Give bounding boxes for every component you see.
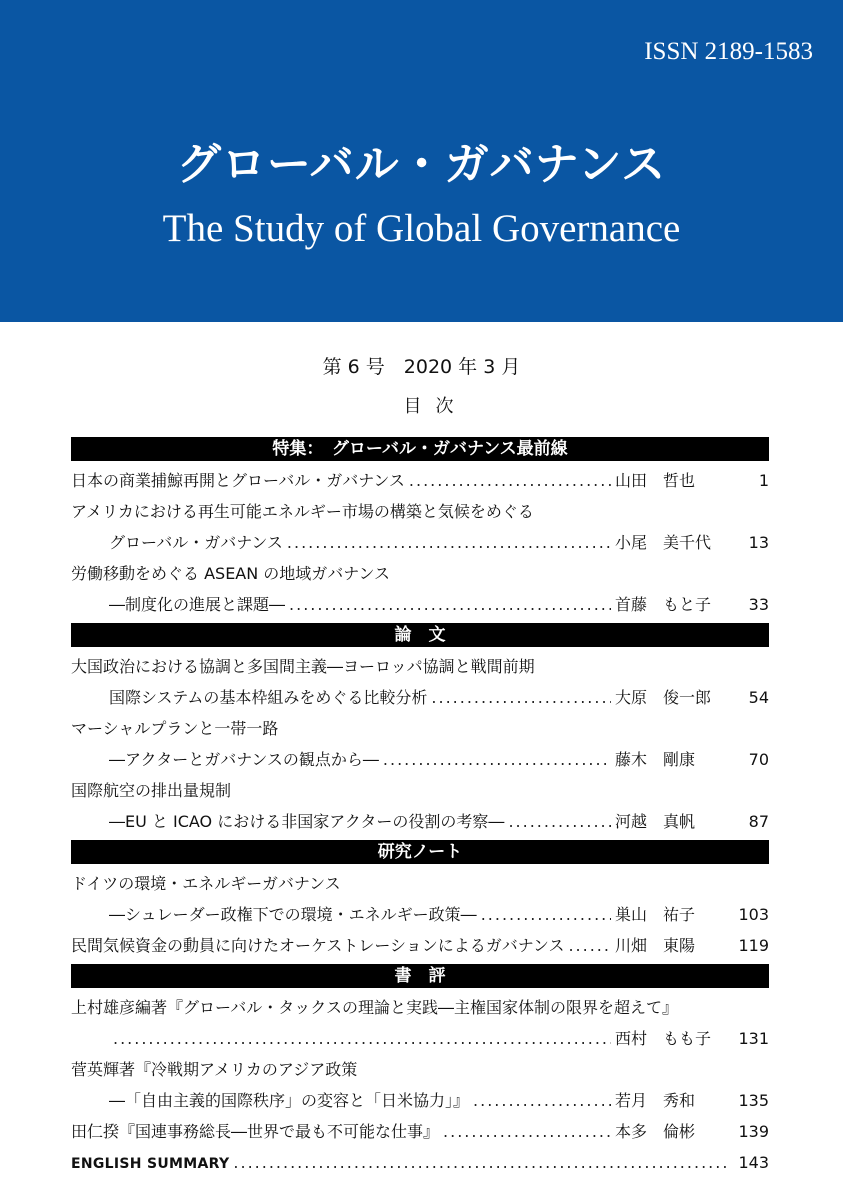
toc-entry-line1[interactable] (71, 713, 769, 744)
dot-leader (233, 1147, 729, 1178)
entry-page: 33 (748, 595, 769, 614)
dot-leader (431, 682, 611, 713)
toc-entry-line2[interactable] (71, 806, 769, 837)
toc-entry-line1[interactable] (71, 1054, 769, 1085)
entry-page: 1 (758, 471, 769, 490)
entry-page: 119 (738, 936, 769, 955)
entry-page: 135 (738, 1091, 769, 1110)
entry-title: 国際航空の排出量規制 (71, 781, 232, 800)
entry-title: アメリカにおける再生可能エネルギー市場の構築と気候をめぐる (71, 502, 534, 521)
dot-leader (409, 465, 611, 496)
entry-page: 103 (738, 905, 769, 924)
section-notes: 研究ノート (71, 840, 769, 864)
table-of-contents (71, 434, 769, 1178)
entry-title: ドイツの環境・エネルギーガバナンス (71, 874, 341, 893)
entry-title-cont: ―シュレーダー政権下での環境・エネルギー政策― (109, 905, 477, 924)
entry-page: 139 (738, 1122, 769, 1141)
entry-title: 菅英輝著『冷戦期アメリカのアジア政策 (71, 1060, 358, 1079)
entry-title: 上村雄彦編著『グローバル・タックスの理論と実践―主権国家体制の限界を超えて』 (71, 998, 679, 1017)
entry-title: 大国政治における協調と多国間主義―ヨーロッパ協調と戦間前期 (71, 657, 535, 676)
issue-info: 第 6 号 2020 年 3 月 (322, 356, 521, 378)
entry-author: 西村 もも子 (615, 1029, 712, 1048)
entry-title-cont: グローバル・ガバナンス (109, 533, 283, 552)
toc-entry-line1[interactable] (71, 558, 769, 589)
toc-entry-line1[interactable] (71, 775, 769, 806)
toc-entry-line1[interactable] (71, 992, 769, 1023)
toc-entry-line1[interactable] (71, 651, 769, 682)
dot-leader (508, 806, 611, 837)
entry-page: 13 (748, 533, 769, 552)
entry-page: 143 (738, 1153, 769, 1172)
journal-title-en: The Study of Global Governance (162, 207, 681, 250)
entry-title-cont: 国際システムの基本枠組みをめぐる比較分析 (109, 688, 428, 707)
toc-entry-line2[interactable] (71, 527, 769, 558)
dot-leader (383, 744, 611, 775)
toc-entry[interactable] (71, 465, 769, 496)
toc-entry[interactable] (71, 1116, 769, 1147)
dot-leader (473, 1085, 611, 1116)
cover-banner (0, 0, 843, 322)
entry-title: マーシャルプランと一帯一路 (71, 719, 279, 738)
entry-title-cont: ―アクターとガバナンスの観点から― (109, 750, 379, 769)
entry-author: 河越 真帆 (615, 812, 696, 831)
entry-title: 民間気候資金の動員に向けたオーケストレーションによるガバナンス (71, 936, 565, 955)
entry-page: 70 (748, 750, 769, 769)
toc-entry-line1[interactable] (71, 496, 769, 527)
dot-leader (443, 1116, 611, 1147)
toc-entry-line2[interactable] (71, 1023, 769, 1054)
dot-leader (287, 527, 611, 558)
section-reviews: 書 評 (71, 964, 769, 988)
toc-entry-line2[interactable] (71, 1085, 769, 1116)
dot-leader (113, 1023, 611, 1054)
entry-author: 川畑 東陽 (615, 936, 696, 955)
entry-title: ENGLISH SUMMARY (71, 1156, 230, 1172)
entry-author: 巣山 祐子 (615, 905, 696, 924)
toc-entry-line2[interactable] (71, 589, 769, 620)
entry-title: 日本の商業捕鯨再開とグローバル・ガバナンス (71, 471, 405, 490)
entry-author: 藤木 剛康 (615, 750, 696, 769)
entry-page: 54 (748, 688, 769, 707)
section-feature: 特集： グローバル・ガバナンス最前線 (71, 437, 769, 461)
toc-entry-line2[interactable] (71, 682, 769, 713)
contents-heading: 目次 (403, 396, 468, 417)
issn: ISSN 2189-1583 (644, 38, 813, 65)
toc-entry[interactable] (71, 930, 769, 961)
entry-title: 労働移動をめぐる ASEAN の地域ガバナンス (71, 564, 391, 583)
section-articles: 論 文 (71, 623, 769, 647)
dot-leader (289, 589, 611, 620)
toc-entry-english-summary[interactable] (71, 1147, 769, 1178)
dot-leader (481, 899, 611, 930)
toc-entry-line1[interactable] (71, 868, 769, 899)
entry-page: 87 (748, 812, 769, 831)
entry-author: 本多 倫彬 (615, 1122, 696, 1141)
entry-page: 131 (738, 1029, 769, 1048)
entry-title: 田仁揆『国連事務総長―世界で最も不可能な仕事』 (71, 1122, 440, 1141)
toc-entry-line2[interactable] (71, 744, 769, 775)
entry-author: 首藤 もと子 (615, 595, 712, 614)
entry-title-cont: ―制度化の進展と課題― (109, 595, 286, 614)
entry-author: 若月 秀和 (615, 1091, 696, 1110)
journal-title-jp: グローバル・ガバナンス (176, 139, 667, 190)
entry-title-cont: ―EU と ICAO における非国家アクターの役割の考察― (109, 812, 505, 831)
entry-author: 大原 俊一郎 (615, 688, 712, 707)
toc-entry-line2[interactable] (71, 899, 769, 930)
entry-title-cont: ―「自由主義的国際秩序」の変容と「日米協力」』 (109, 1091, 470, 1110)
entry-author: 小尾 美千代 (615, 533, 712, 552)
entry-author: 山田 哲也 (615, 471, 696, 490)
dot-leader (568, 930, 611, 961)
